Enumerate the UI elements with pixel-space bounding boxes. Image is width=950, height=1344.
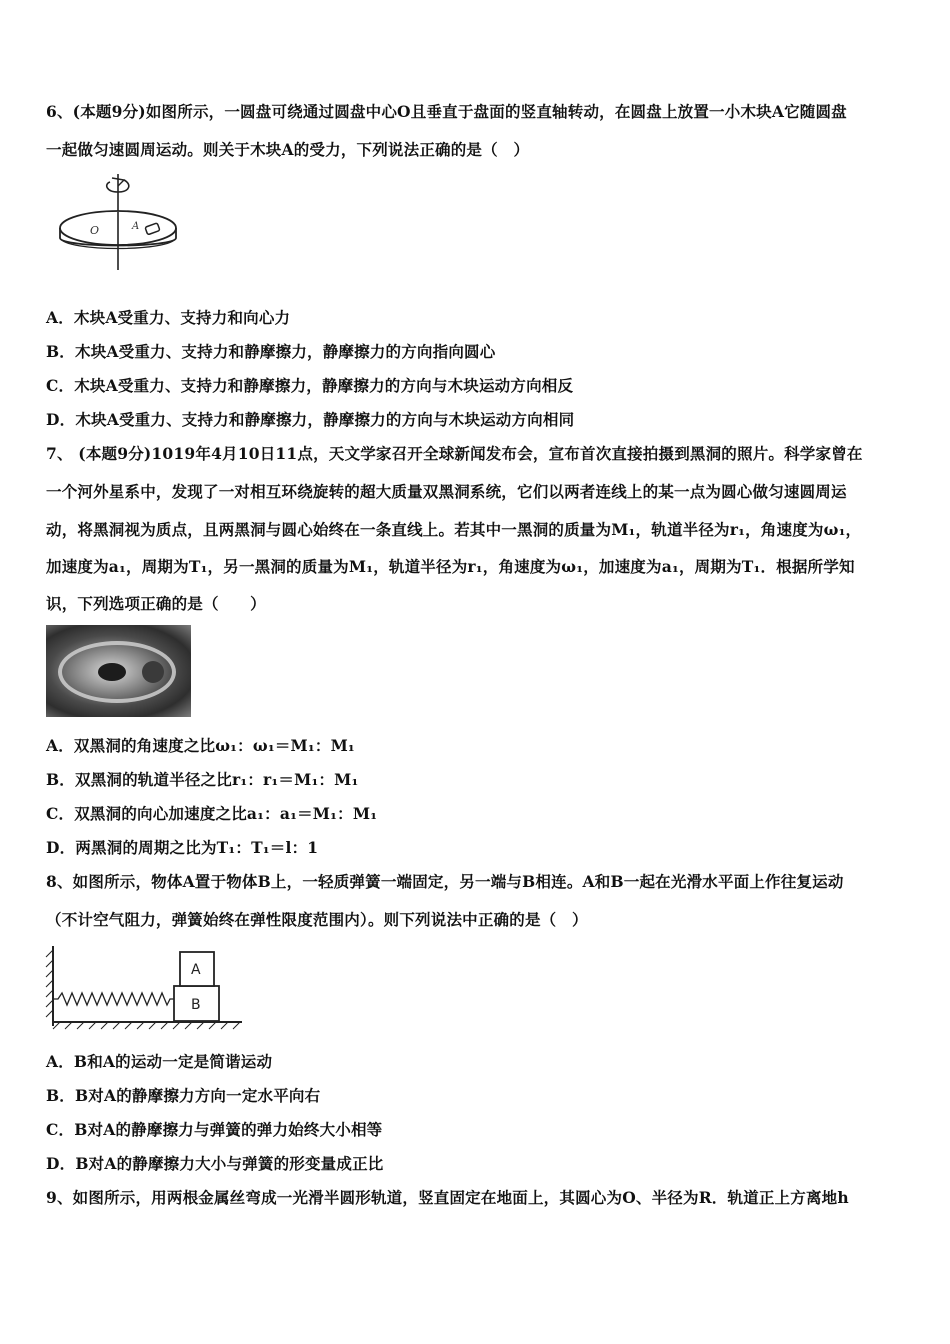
q7-stem-line-3: 动，将黑洞视为质点，且两黑洞与圆心始终在一条直线上。若其中一黑洞的质量为M₁，轨道半径为r₁，角速度为ω₁， (46, 520, 862, 539)
q9-stem-line-1: 9、如图所示，用两根金属丝弯成一光滑半圆形轨道，竖直固定在地面上，其圆心为O、半径为R．轨道正上方离地h (46, 1188, 849, 1207)
spring-blocks-figure (44, 942, 244, 1034)
q7-stem-line-1: 7、 (本题9分)1019年4月10日11点，天文学家召开全球新闻发布会，宣布首次直接拍摄到黑洞的照片。科学家曾在 (46, 444, 863, 463)
q6-stem-line-2: 一起做匀速圆周运动。则关于木块A的受力，下列说法正确的是（ ） (46, 140, 530, 159)
disc-center-label: O (90, 224, 100, 237)
q7-option-c: C．双黑洞的向心加速度之比a₁：a₁＝M₁：M₁ (46, 804, 378, 823)
block-a-label: A (132, 221, 140, 232)
q6-stem-line-1: 6、(本题9分)如图所示，一圆盘可绕通过圆盘中心O且垂直于盘面的竖直轴转动，在圆盘上放置一小木块A它随圆盘 (46, 102, 847, 121)
q8-option-b: B．B对A的静摩擦力方向一定水平向右 (46, 1086, 321, 1105)
q8-stem-line-1: 8、如图所示，物体A置于物体B上，一轻质弹簧一端固定，另一端与B相连。A和B一起在光滑水平面上作往复运动 (46, 872, 844, 891)
q6-option-b: B．木块A受重力、支持力和静摩擦力，静摩擦力的方向指向圆心 (46, 342, 496, 361)
black-hole-photo (46, 625, 191, 717)
rotating-disc-figure (52, 172, 184, 272)
q7-stem-line-5: 识，下列选项正确的是（ ） (46, 594, 266, 613)
q8-option-a: A．B和A的运动一定是简谐运动 (46, 1052, 273, 1071)
q8-option-d: D．B对A的静摩擦力大小与弹簧的形变量成正比 (46, 1154, 384, 1173)
q6-option-a: A．木块A受重力、支持力和向心力 (46, 308, 291, 327)
q8-stem-line-2: （不计空气阻力，弹簧始终在弹性限度范围内）。则下列说法中正确的是（ ） (46, 910, 588, 929)
block-a-label: A (191, 962, 201, 978)
q6-option-d: D．木块A受重力、支持力和静摩擦力，静摩擦力的方向与木块运动方向相同 (46, 410, 575, 429)
q7-stem-line-4: 加速度为a₁，周期为T₁，另一黑洞的质量为M₁，轨道半径为r₁，角速度为ω₁，加速度为a₁，周期为T₁．根据所学知 (46, 557, 855, 576)
q7-option-b: B．双黑洞的轨道半径之比r₁：r₁＝M₁：M₁ (46, 770, 359, 789)
q7-option-a: A．双黑洞的角速度之比ω₁：ω₁＝M₁：M₁ (46, 736, 355, 755)
block-b-label: B (191, 997, 201, 1013)
q8-option-c: C．B对A的静摩擦力与弹簧的弹力始终大小相等 (46, 1120, 383, 1139)
q7-stem-line-2: 一个河外星系中，发现了一对相互环绕旋转的超大质量双黑洞系统，它们以两者连线上的某一点为圆心做匀速圆周运 (46, 482, 847, 501)
q7-option-d: D．两黑洞的周期之比为T₁：T₁＝l：1 (46, 838, 319, 857)
q6-option-c: C．木块A受重力、支持力和静摩擦力，静摩擦力的方向与木块运动方向相反 (46, 376, 574, 395)
